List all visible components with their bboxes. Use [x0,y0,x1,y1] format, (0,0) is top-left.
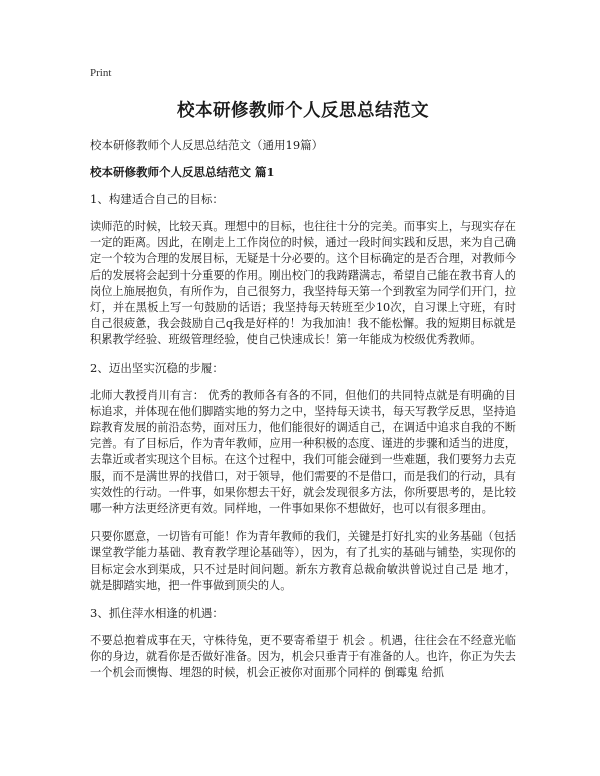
document-subtitle: 校本研修教师个人反思总结范文（通用19篇） [90,138,324,152]
item-heading-1: 1、构建适合自己的目标： [90,192,224,206]
paragraph: 只要你愿意，一切皆有可能！作为青年教师的我们，关键是打好扎实的业务基础（包括课堂教学能力基础、教育教学理论基础等），因为，有了扎实的基础与铺垫，实现你的目标定会水到渠成，只不过是时间问题。新东方教育总裁俞敏洪曾说过自己是 地才，就是脚踏实地，把一件事做到顶尖的人。 [90,530,516,592]
paragraph: 不要总抱着成事在天，守株待兔，更不要寄希望于 机会 。机遇，往往会在不经意光临你的身边，就看你是否做好准备。因为，机会只垂青于有准备的人。也许，你正为失去一个机会而懊悔、埋怨的时候，机会正被你对面那个同样的 倒霉鬼 给抓 [90,634,516,680]
paragraph: 读师范的时候，比较天真。理想中的目标，也往往十分的完美。而事实上，与现实存在一定的距离。因此，在刚走上工作岗位的时候，通过一段时间实践和反思，来为自己确定一个较为合理的发展目标，无疑是十分必要的。这个目标确定的是否合理，对教师今后的发展将会起到十分重要的作用。刚出校门的我踌躇满志，希望自己能在教书育人的岗位上施展抱负，有所作为，自己很努力，我坚持每天第一个到教室为同学们开门，拉灯，并在黑板上写一句鼓励的话语；我坚持每天转班至少10次，自习课上守班，有时自己很疲惫，我会鼓励自己q我是好样的！为我加油！我不能松懈。我的短期目标就是积累教学经验、班级管理经验，使自己快速成长！第一年能成为校级优秀教师。 [90,220,516,347]
print-link[interactable]: Print [90,67,112,79]
item-heading-3: 3、抓住萍水相逢的机遇： [90,606,224,621]
paragraph: 北师大教授肖川有言： 优秀的教师各有各的不同，但他们的共同特点就是有明确的目标追求，并体现在他们脚踏实地的努力之中，坚持每天读书，每天写教学反思，坚持追踪教育发展的前沿态势，面对压力，他们能很好的调适自己，在调适中追求自我的不断完善。有了目标后，作为青年教师，应用一种积极的态度、谨进的步骤和适当的进度，去靠近或者实现这个目标。在这个过程中，我们可能会碰到一些难题，我们要努力去克服，而不是满世界的找借口，对于领导，他们需要的不是借口，而是我们的行动，具有实效性的行动。一件事，如果你想去干好，就会发现很多方法，你所要思考的，是比较哪一种方法更经济更有效。同样地，一件事如果你不想做好，也可以有很多理由。 [90,388,516,516]
item-heading-2: 2、迈出坚实沉稳的步履： [90,360,224,375]
section-heading: 校本研修教师个人反思总结范文 篇1 [90,165,275,179]
document-title: 校本研修教师个人反思总结范文 [177,101,429,121]
